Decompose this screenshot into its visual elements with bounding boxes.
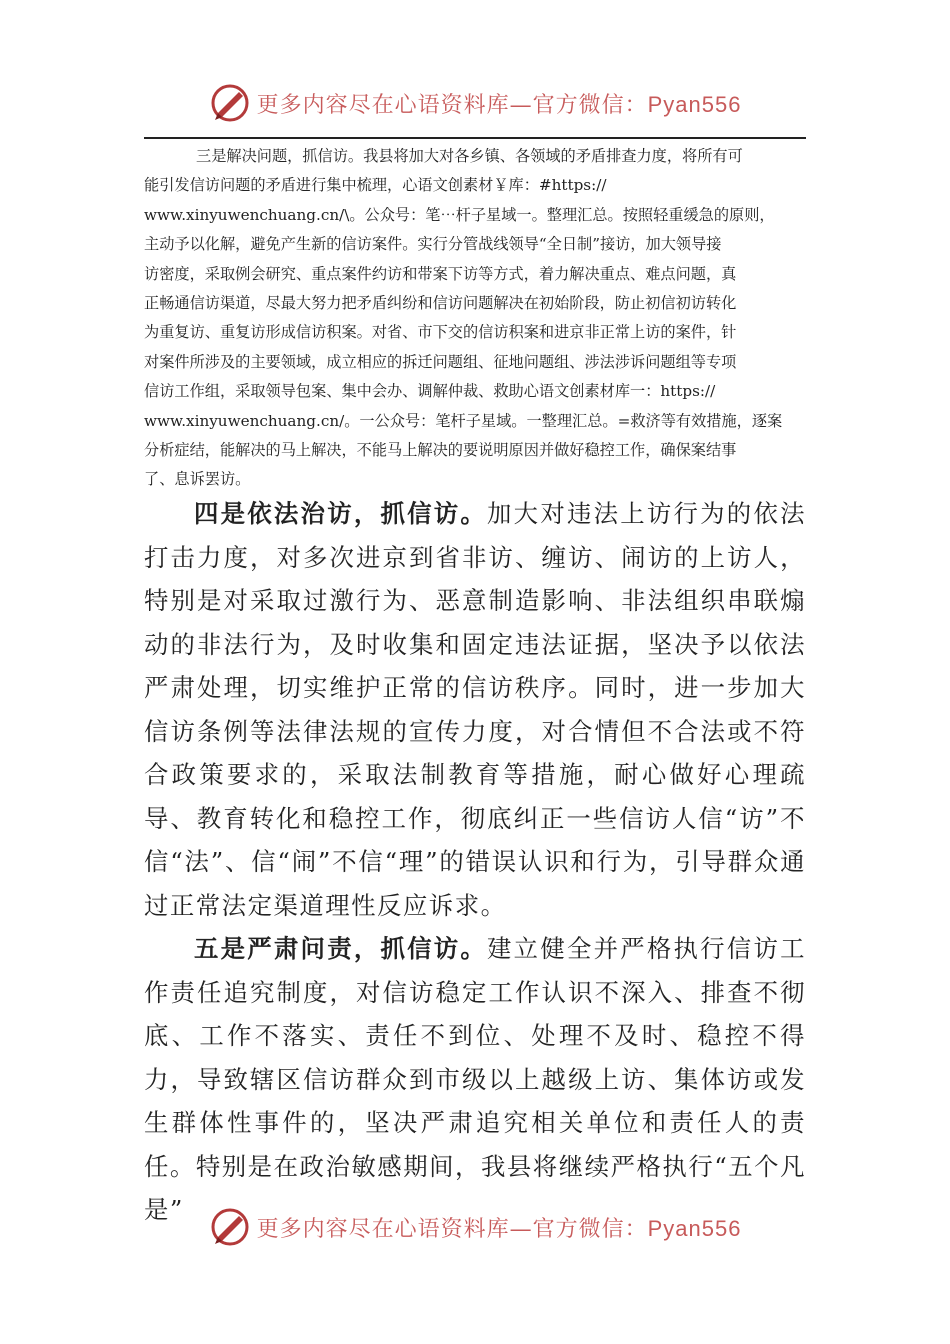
main-text <box>144 492 806 1232</box>
p3-line: 能引发信访问题的矛盾进行集中梳理，心语文创素材￥库：#https:// <box>144 176 607 195</box>
footer-banner-text: 更多内容尽在心语资料库—官方微信：Pyan556 <box>256 1215 742 1242</box>
p3-line: 访密度，采取例会研究、重点案件约访和带案下访等方式，着力解决重点、难点问题，真 <box>144 264 737 283</box>
header-rule <box>144 137 806 139</box>
header-banner <box>0 78 950 128</box>
paragraph-5 <box>144 927 806 1232</box>
paragraph-3 <box>144 142 806 495</box>
footer-banner <box>0 1202 950 1252</box>
footer-wechat-id: Pyan556 <box>647 1215 742 1241</box>
paragraph-4 <box>144 492 806 927</box>
pen-logo-icon <box>209 1206 251 1248</box>
p3-line: 对案件所涉及的主要领域，成立相应的拆迁问题组、征地问题组、涉法涉诉问题组等专项 <box>144 352 737 371</box>
header-wechat-id: Pyan556 <box>647 91 742 117</box>
header-banner-text: 更多内容尽在心语资料库—官方微信：Pyan556 <box>256 91 742 118</box>
p3-line: 正畅通信访渠道，尽最大努力把矛盾纠纷和信访问题解决在初始阶段，防止初信初访转化 <box>144 294 737 313</box>
p3-line: 了、息诉罢访。 <box>144 470 251 489</box>
paragraph-5-heading: 五是严肃问责，抓信访。 <box>194 934 488 963</box>
p3-line: www.xinyuwenchuang.cn/。一公众号：笔杆子星域。一整理汇总。=救济等有效措施，逐案 <box>144 411 783 430</box>
p3-line: 三是解决问题，抓信访。我县将加大对各乡镇、各领域的矛盾排查力度，将所有可 <box>196 147 743 165</box>
p3-line: 为重复访、重复访形成信访积案。对省、市下交的信访积案和进京非正常上访的案件，针 <box>144 323 737 342</box>
p3-line: 主动予以化解，避免产生新的信访案件。实行分管战线领导“全日制”接访，加大领导接 <box>144 235 722 254</box>
pen-logo-icon <box>209 82 251 124</box>
p3-line: 信访工作组，采取领导包案、集中会办、调解仲裁、救助心语文创素材库一：https:// <box>144 382 716 401</box>
paragraph-4-heading: 四是依法治访，抓信访。 <box>194 499 488 528</box>
p3-line: www.xinyuwenchuang.cn/\。公众号：笔⋯杆子星域一。整理汇总。按照轻重缓急的原则， <box>144 205 775 224</box>
paragraph-4-body: 加大对违法上访行为的依法打击力度，对多次进京到省非访、缠访、闹访的上访人，特别是对采取过激行为、恶意制造影响、非法组织串联煽动的非法行为，及时收集和固定违法证据，坚决予以依法严肃处理，切实维护正常的信访秩序。同时，进一步加大信访条例等法律法规的宣传力度，对合情但不合法或不符合政策要求的，采取法制教育等措施，耐心做好心理疏导、教育转化和稳控工作，彻底纠正一些信访人信“访”不信“法”、信“闹”不信“理”的错误认识和行为，引导群众通过正常法定渠道理性反应诉求。 <box>144 499 806 920</box>
p3-line: 分析症结，能解决的马上解决，不能马上解决的要说明原因并做好稳控工作，确保案结事 <box>144 441 737 460</box>
paragraph-5-body: 建立健全并严格执行信访工作责任追究制度，对信访稳定工作认识不深入、排查不彻底、工作不落实、责任不到位、处理不及时、稳控不得力，导致辖区信访群众到市级以上越级上访、集体访或发生群体性事件的，坚决严肃追究相关单位和责任人的责任。特别是在政治敏感期间，我县将继续严格执行“五个凡是” <box>144 934 806 1224</box>
